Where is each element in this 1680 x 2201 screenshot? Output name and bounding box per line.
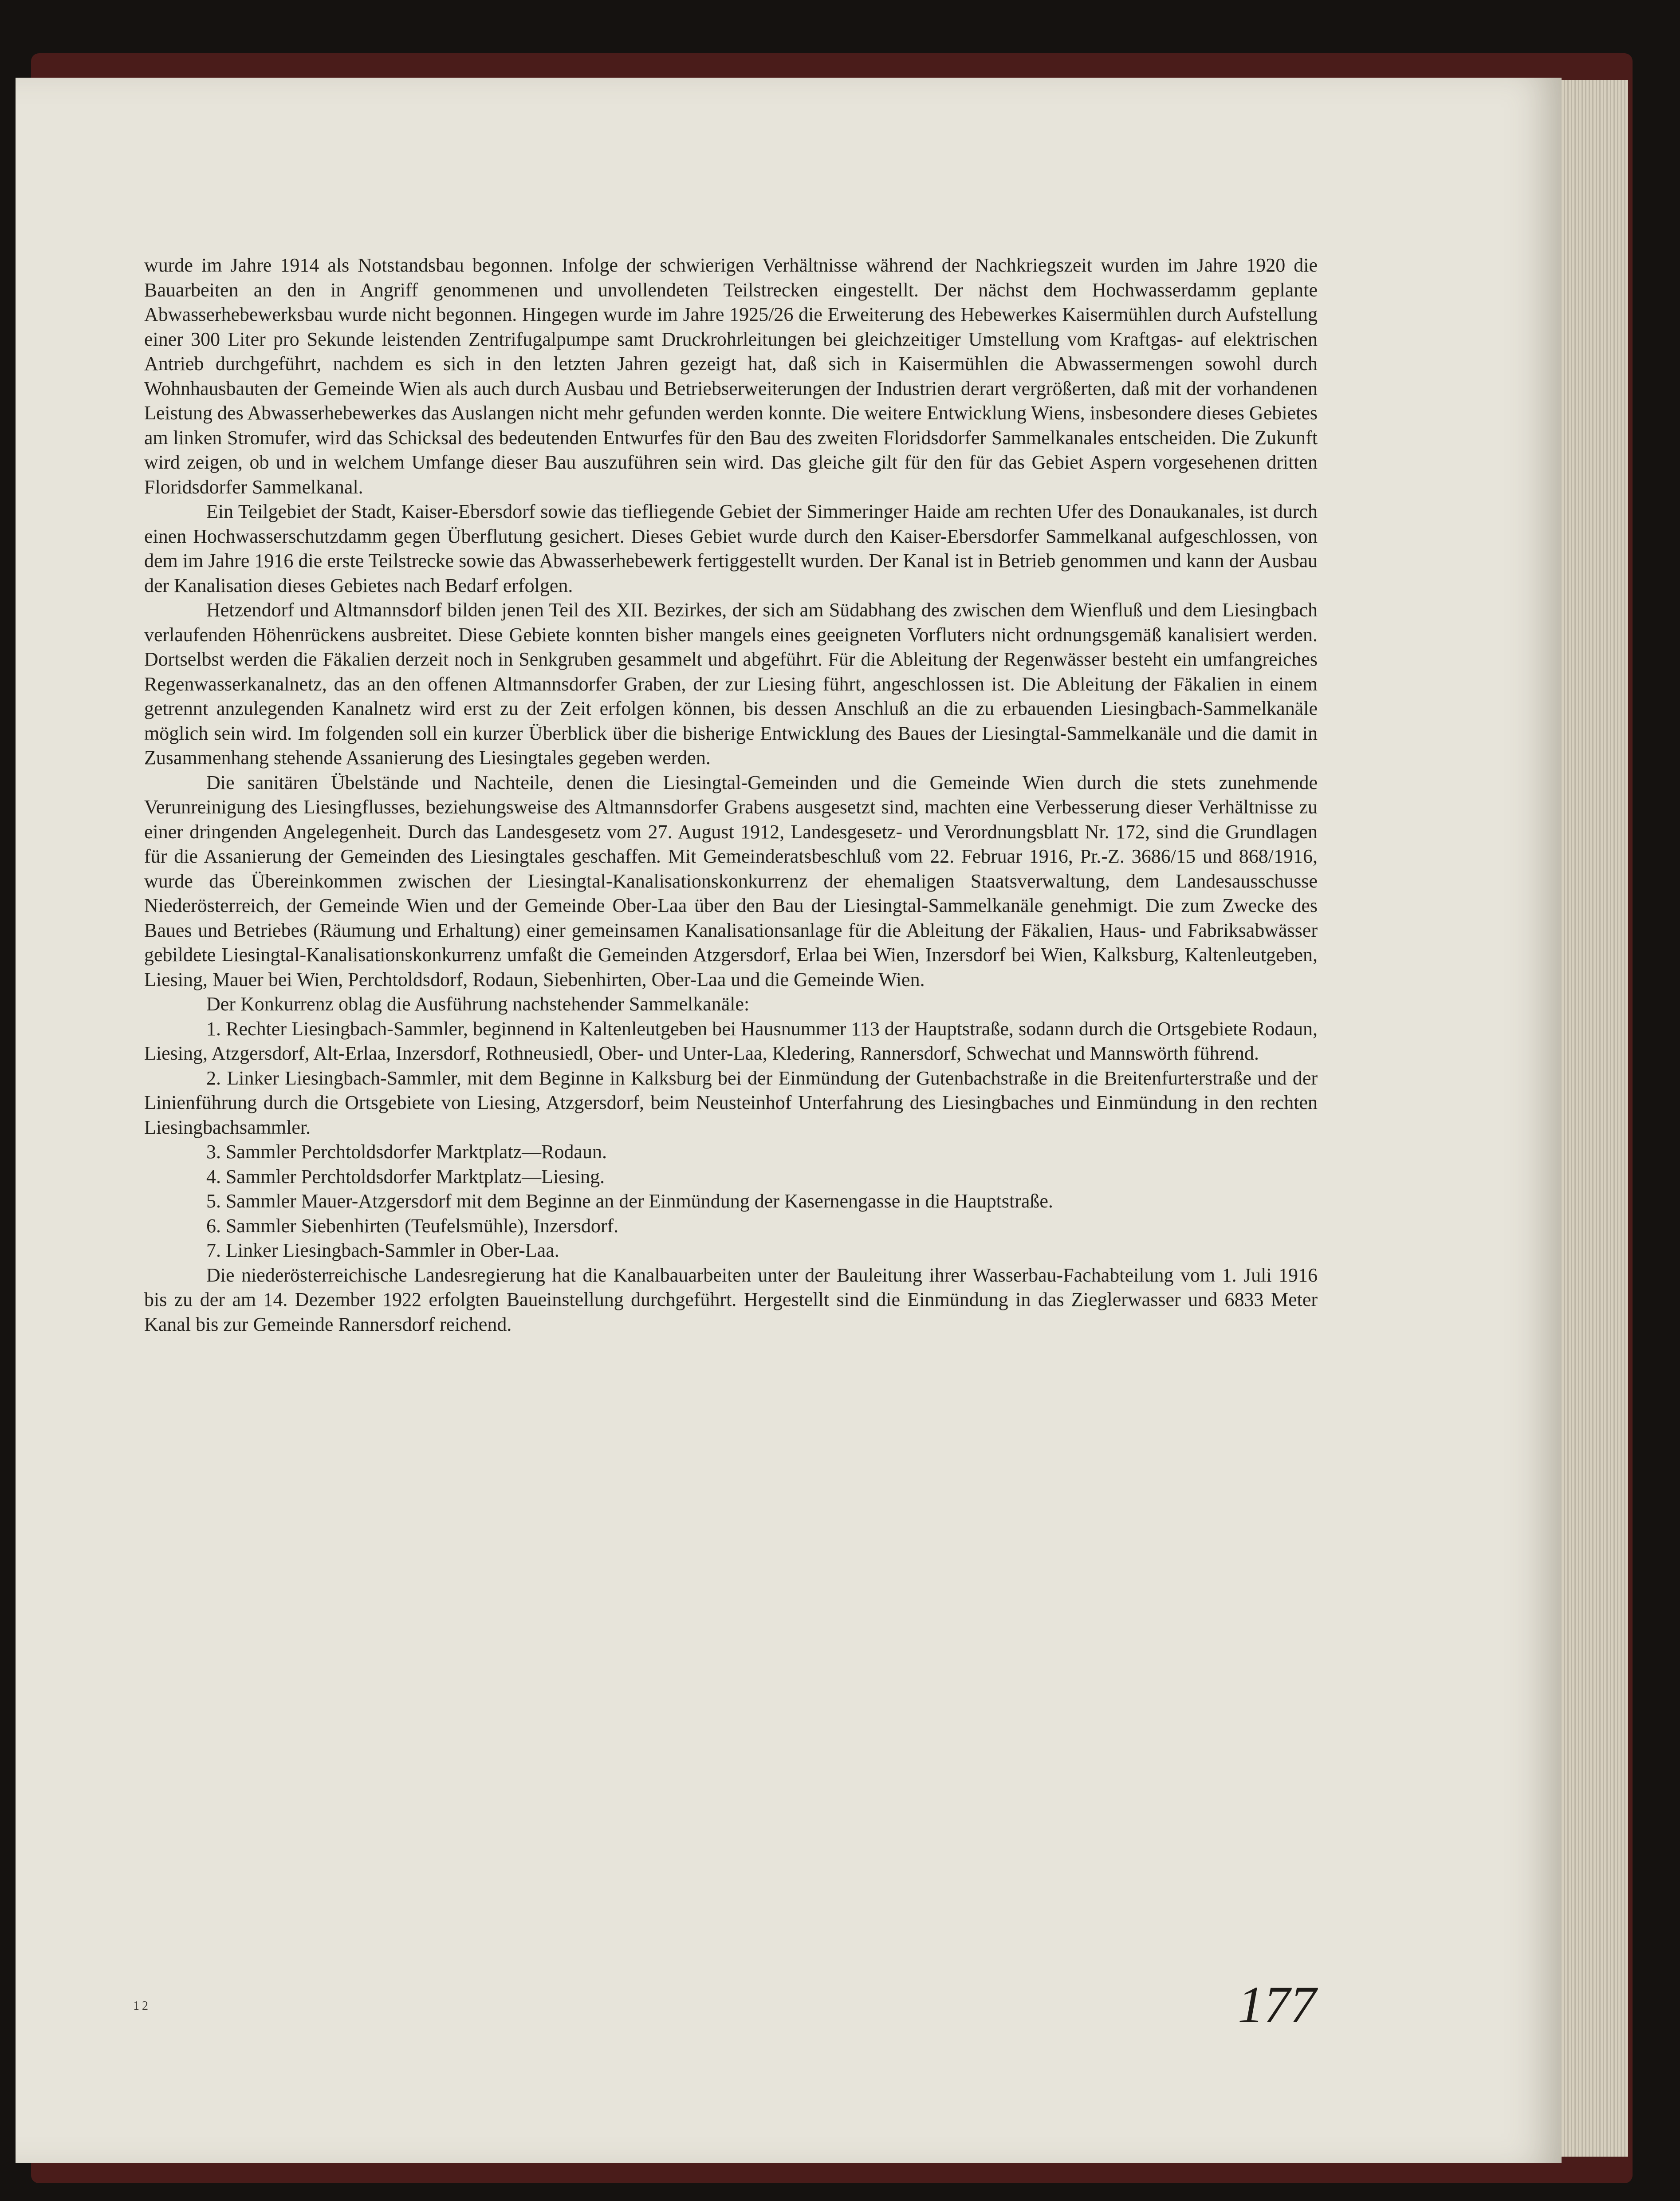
list-item: 7. Linker Liesingbach-Sammler in Ober-Laa. <box>206 1239 559 1261</box>
paragraph: wurde im Jahre 1914 als Notstandsbau begonnen. Infolge der schwierigen Verhältnisse während der Nachkriegszeit wurden im Jahre 1920 die Bauarbeiten an den in Angriff genommenen und unvollendeten Teilstrecken eingestellt. Der nächst dem Hochwasserdamm geplante Abwasserhebewerksbau wurde nicht begonnen. Hingegen wurde im Jahre 1925/26 die Erweiterung des Hebewerkes Kaisermühlen durch Aufstellung einer 300 Liter pro Sekunde leistenden Zentrifugalpumpe samt Druckrohrleitungen bei gleichzeitiger Umstellung vom Kraftgas- auf elektrischen Antrieb durchgeführt, nachdem es sich in den letzten Jahren gezeigt hat, daß sich in Kaisermühlen die Abwassermengen sowohl durch Wohnhausbauten der Gemeinde Wien als auch durch Ausbau und Betriebserweiterungen der Industrien derart vergrößerten, daß mit der vorhandenen Leistung des Abwasserhebewerkes das Auslangen nicht mehr gefunden werden konnte. Die weitere Entwicklung Wiens, insbesondere dieses Gebietes am linken Stromufer, wird das Schicksal des bedeutenden Entwurfes für den Bau des zweiten Floridsdorfer Sammelkanales entscheiden. Die Zukunft wird zeigen, ob und in welchem Umfange dieser Bau auszuführen sein wird. Das gleiche gilt für den für das Gebiet Aspern vorgesehenen dritten Floridsdorfer Sammelkanal. <box>144 254 1318 498</box>
list-item: 4. Sammler Perchtoldsdorfer Marktplatz—Liesing. <box>206 1165 605 1187</box>
paragraph: Der Konkurrenz oblag die Ausführung nachstehender Sammelkanäle: <box>206 993 750 1015</box>
paragraph: Die sanitären Übelstände und Nachteile, denen die Liesingtal-Gemeinden und die Gemeinde Wien durch die stets zunehmende Verunreinigung des Liesingflusses, beziehungsweise des Altmannsdorfer Grabens ausgesetzt sind, machten eine Verbesserung dieser Verhältnisse zu einer dringenden Angelegenheit. Durch das Landesgesetz vom 27. August 1912, Landesgesetz- und Verordnungsblatt Nr. 172, sind die Grundlagen für die Assanierung der Gemeinden des Liesingtales geschaffen. Mit Gemeinderatsbeschluß vom 22. Februar 1916, Pr.-Z. 3686/15 und 868/1916, wurde das Übereinkommen zwischen der Liesingtal-Kanalisationskonkurrenz der ehemaligen Staatsverwaltung, dem Landesausschusse Niederösterreich, der Gemeinde Wien und der Gemeinde Ober-Laa über den Bau der Liesingtal-Sammelkanäle genehmigt. Die zum Zwecke des Baues und Betriebes (Räumung und Erhaltung) einer gemeinsamen Kanalisationsanlage für die Ableitung der Fäkalien, Haus- und Fabriksabwässer gebildete Liesingtal-Kanalisationskonkurrenz umfaßt die Gemeinden Atzgersdorf, Erlaa bei Wien, Inzersdorf bei Wien, Kalksburg, Kaltenleutgeben, Liesing, Mauer bei Wien, Perchtoldsdorf, Rodaun, Siebenhirten, Ober-Laa und die Gemeinde Wien. <box>144 771 1318 990</box>
list-item: 1. Rechter Liesingbach-Sammler, beginnend in Kaltenleutgeben bei Hausnummer 113 der Hauptstraße, sodann durch die Ortsgebiete Rodaun, Liesing, Atzgersdorf, Alt-Erlaa, Inzersdorf, Rothneusiedl, Ober- und Unter-Laa, Kledering, Rannersdorf, Schwechat und Mannswörth führend. <box>144 1018 1318 1064</box>
signature-mark: 12 <box>133 1999 151 2013</box>
list-item: 2. Linker Liesingbach-Sammler, mit dem Beginne in Kalksburg bei der Einmündung der Gutenbachstraße in die Breitenfurterstraße und der Linienführung durch die Ortsgebiete von Liesing, Atzgersdorf, beim Neusteinhof Unterfahrung des Liesingbaches und Einmündung in den rechten Liesingbachsammler. <box>144 1067 1318 1138</box>
body-text <box>144 253 1318 1337</box>
paragraph: Hetzendorf und Altmannsdorf bilden jenen Teil des XII. Bezirkes, der sich am Südabhang des zwischen dem Wienfluß und dem Liesingbach verlaufenden Höhenrückens ausbreitet. Diese Gebiete konnten bisher mangels eines geeigneten Vorfluters nicht ordnungsgemäß kanalisiert werden. Dortselbst werden die Fäkalien derzeit noch in Senkgruben gesammelt und abgeführt. Für die Ableitung der Regenwässer besteht ein umfangreiches Regenwasserkanalnetz, das an den offenen Altmannsdorfer Graben, der zur Liesing führt, angeschlossen ist. Die Ableitung der Fäkalien in einem getrennt anzulegenden Kanalnetz wird erst zu der Zeit erfolgen können, bis dessen Anschluß an die zu erbauenden Liesingbach-Sammelkanäle möglich sein wird. Im folgenden soll ein kurzer Überblick über die bisherige Entwicklung des Baues der Liesingtal-Sammelkanäle und die damit in Zusammenhang stehende Assanierung des Liesingtales gegeben werden. <box>144 599 1318 769</box>
paragraph: Die niederösterreichische Landesregierung hat die Kanalbauarbeiten unter der Bauleitung ihrer Wasserbau-Fachabteilung vom 1. Juli 1916 bis zu der am 14. Dezember 1922 erfolgten Baueinstellung durchgeführt. Hergestellt sind die Einmündung in das Zieglerwasser und 6833 Meter Kanal bis zur Gemeinde Rannersdorf reichend. <box>144 1264 1318 1335</box>
list-item: 6. Sammler Siebenhirten (Teufelsmühle), Inzersdorf. <box>206 1215 619 1237</box>
list-item: 3. Sammler Perchtoldsdorfer Marktplatz—Rodaun. <box>206 1141 607 1163</box>
book-page <box>16 78 1562 2163</box>
page-edges <box>1562 80 1628 2157</box>
paragraph: Ein Teilgebiet der Stadt, Kaiser-Ebersdorf sowie das tiefliegende Gebiet der Simmeringer Haide am rechten Ufer des Donaukanales, ist durch einen Hochwasserschutzdamm gegen Überflutung gesichert. Dieses Gebiet wurde durch den Kaiser-Ebersdorfer Sammelkanal aufgeschlossen, von dem im Jahre 1916 die erste Teilstrecke sowie das Abwasserhebewerk fertiggestellt wurden. Der Kanal ist in Betrieb genommen und kann der Ausbau der Kanalisation dieses Gebietes nach Bedarf erfolgen. <box>144 501 1318 596</box>
page-number: 177 <box>1238 1976 1316 2034</box>
list-item: 5. Sammler Mauer-Atzgersdorf mit dem Beginne an der Einmündung der Kasernengasse in die Hauptstraße. <box>206 1190 1053 1212</box>
